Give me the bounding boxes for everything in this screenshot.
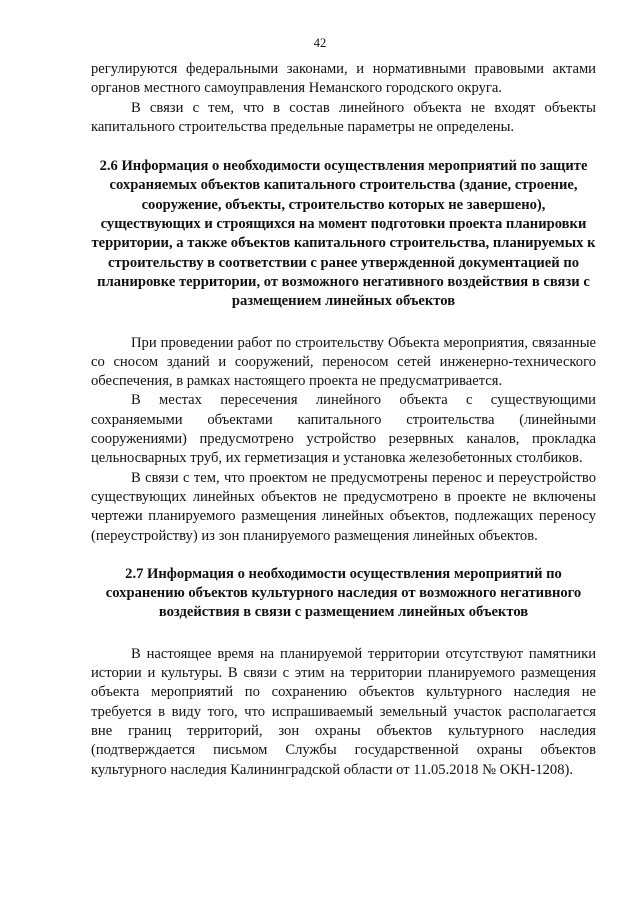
section-2-6-paragraph-1: При проведении работ по строительству Объекта мероприятия, связанные со сносом зданий и сооружений, переносом сетей инженерно-технического обеспечения, в рамках настоящего проекта не предусматривается.	[91, 334, 596, 390]
section-2-6-paragraph-2: В местах пересечения линейного объекта с существующими сохраняемыми объектами капитального строительства (линейными сооружениями) предусмотрено устройство резервных каналов, прокладка цельносварных труб, их герметизация и установка железобетонных столбиков.	[91, 392, 596, 467]
page-number: 42	[313, 36, 327, 50]
intro-paragraph: В связи с тем, что в состав линейного объекта не входят объекты капитального строительства предельные параметры не определены.	[91, 99, 596, 135]
section-2-7-heading: 2.7 Информация о необходимости осуществления мероприятий по сохранению объектов культурного наследия от возможного негативного воздействия в связи с размещением линейных объектов	[105, 565, 582, 621]
intro-paragraph-continuation: регулируются федеральными законами, и нормативными правовыми актами органов местного самоуправления Неманского городского округа.	[91, 61, 596, 97]
section-2-6-paragraph-3: В связи с тем, что проектом не предусмотрены перенос и переустройство существующих линейных объектов не предусмотрено в проекте не включены чертежи планируемого размещения линейных объектов, подлежащих переносу (переустройству) из зон планируемого размещения линейных объектов.	[91, 469, 596, 544]
section-2-7-paragraph-1: В настоящее время на планируемой территории отсутствуют памятники истории и культуры. В связи с этим на территории планируемого размещения объекта мероприятий по сохранению объектов культурного наследия не требуется в виду того, что испрашиваемый земельный участок располагается вне границ территорий, зон охраны объектов культурного наследия (подтверждается письмом Службы государственной охраны объектов культурного наследия Калининградской области от 11.05.2018 № ОКН-1208).	[91, 645, 596, 778]
page-content	[91, 60, 596, 780]
section-2-6-heading: 2.6 Информация о необходимости осуществления мероприятий по защите сохраняемых объектов капитального строительства (здание, строение, сооружение, объекты, строительство которых не завершено), существующих и строящихся на момент подготовки проекта планировки территории, а также объектов капитального строительства, планируемых к строительству в соответствии с ранее утвержденной документацией по планировке территории, от возможного негативного воздействия в связи с размещением линейных объектов	[91, 158, 596, 310]
